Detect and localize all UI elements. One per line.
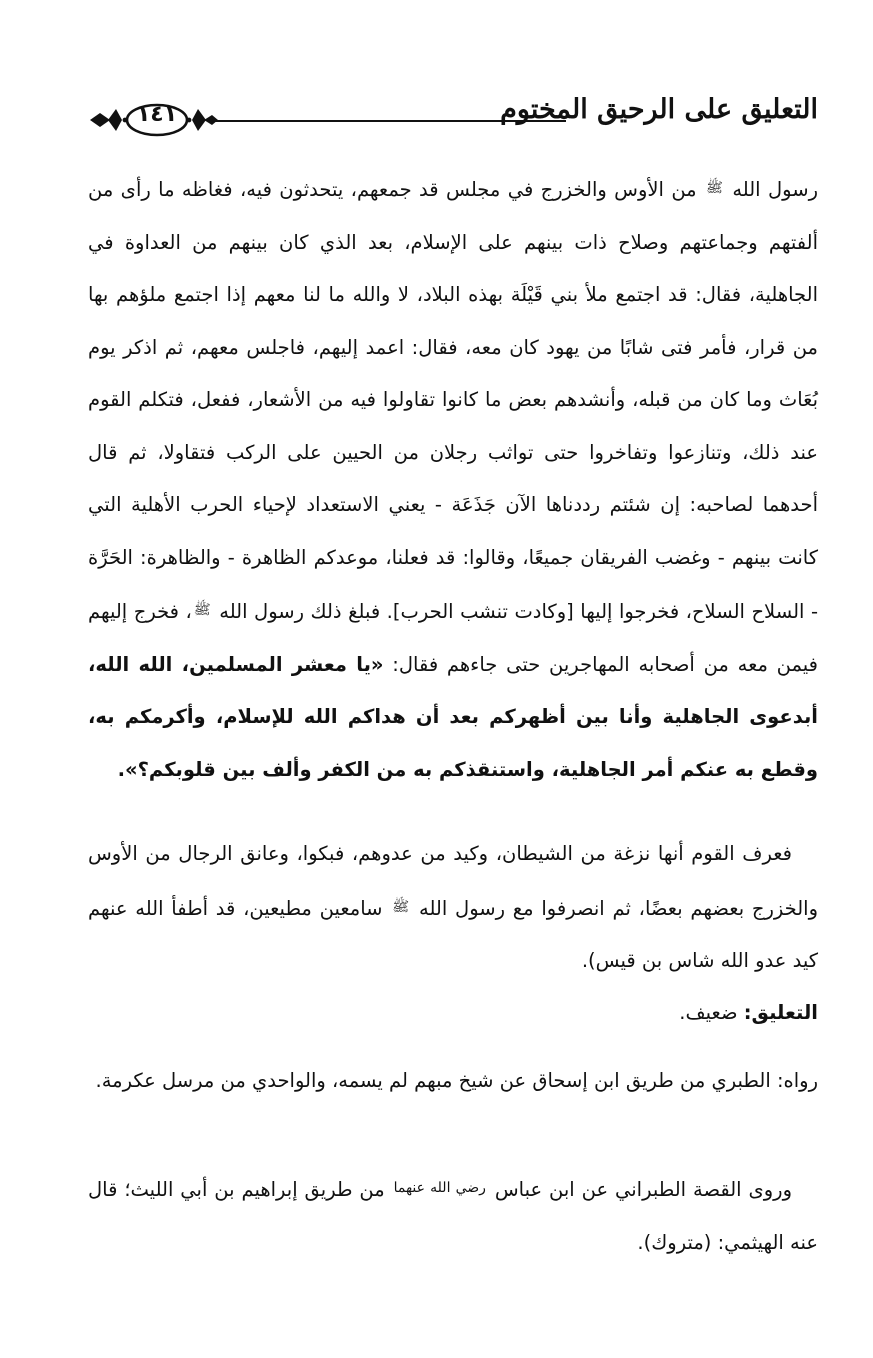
salla-honorific: ﷺ xyxy=(392,898,410,915)
verdict-value: ضعيف. xyxy=(679,1001,738,1024)
salla-honorific: ﷺ xyxy=(193,602,211,618)
header-rule xyxy=(208,120,566,122)
radiya-honorific: رضي الله عنهما xyxy=(393,1180,486,1196)
reconciliation-text-end: سامعين مطيعين، قد أطفأ الله عنهم كيد عدو الله شاس بن قيس). xyxy=(88,896,818,972)
story-paragraph xyxy=(88,162,818,796)
verdict-label: التعليق: xyxy=(743,1001,818,1024)
prophet-quote: «يا معشر المسلمين، الله الله، أبدعوى الجاهلية وأنا بين أظهركم بعد أن هداكم الله للإسلام، وأكرمكم به، وقطع به عنكم أمر الجاهلية، واستنقذكم به من الكفر وألف بين قلوبكم؟». xyxy=(88,652,818,781)
reconciliation-text-start: فعرف القوم أنها نزغة من الشيطان، وكيد من عدوهم، فبكوا، وعانق الرجال من الأوس والخزرج بعضهم بعضًا، ثم انصرفوا مع رسول الله xyxy=(88,842,819,920)
narration-paragraph xyxy=(88,1054,818,1107)
running-title: التعليق على الرحيق المختوم xyxy=(500,94,818,125)
salla-honorific: ﷺ xyxy=(706,180,723,196)
another-text-end: من طريق إبراهيم بن أبي الليث؛ قال عنه الهيثمي: (متروك). xyxy=(88,1178,818,1254)
story-text-body: من الأوس والخزرج في مجلس قد جمعهم، يتحدثون فيه، فغاظه ما رأى من ألفتهم وجماعتهم وصلاح ذات بينهم على الإسلام، بعد الذي كان بينهم من العداوة في الجاهلية، فقال: قد اجتمع ملأ بني قَيْلَة بهذه البلاد، لا والله ما لنا معهم إذا اجتمع ملؤهم بها من قرار، فأمر فتى شابًا من يهود كان معه، فقال: اعمد إليهم، فاجلس معهم، ثم اذكر يوم بُعَاث وما كان من قبله، وأنشدهم بعض ما كانوا تقاولوا فيه من الأشعار، ففعل، فتكلم القوم عند ذلك، وتنازعوا وتفاخروا حتى تواثب رجلان من الحيين على الركب فتقاولا، ثم قال أحدهما لصاحبه: إن شئتم رددناها الآن جَذَعَة - يعني الاستعداد لإحياء الحرب الأهلية التي كانت بينهم - وغضب الفريقان جميعًا، وقالوا: قد فعلنا، موعدكم الظاهرة - والظاهرة: الحَرَّة - السلاح السلاح، فخرجوا إليها [وكادت تنشب الحرب]. فبلغ ذلك رسول الله xyxy=(88,178,818,623)
story-text-start: رسول الله xyxy=(732,178,818,201)
narration-text: رواه: الطبري من طريق ابن إسحاق عن شيخ مبهم لم يسمه، والواحدي من مرسل عكرمة. xyxy=(95,1069,818,1092)
another-text-start: وروى القصة الطبراني عن ابن عباس xyxy=(494,1178,792,1201)
page-number: ١٤١ xyxy=(136,102,178,127)
another-narration-paragraph xyxy=(88,1162,818,1269)
story-text-continuation: ، فخرج إليهم فيمن معه من أصحابه المهاجرين حتى جاءهم فقال: xyxy=(88,600,819,676)
page-header xyxy=(88,92,818,150)
verdict-line xyxy=(88,989,818,1037)
reconciliation-paragraph xyxy=(88,828,818,988)
